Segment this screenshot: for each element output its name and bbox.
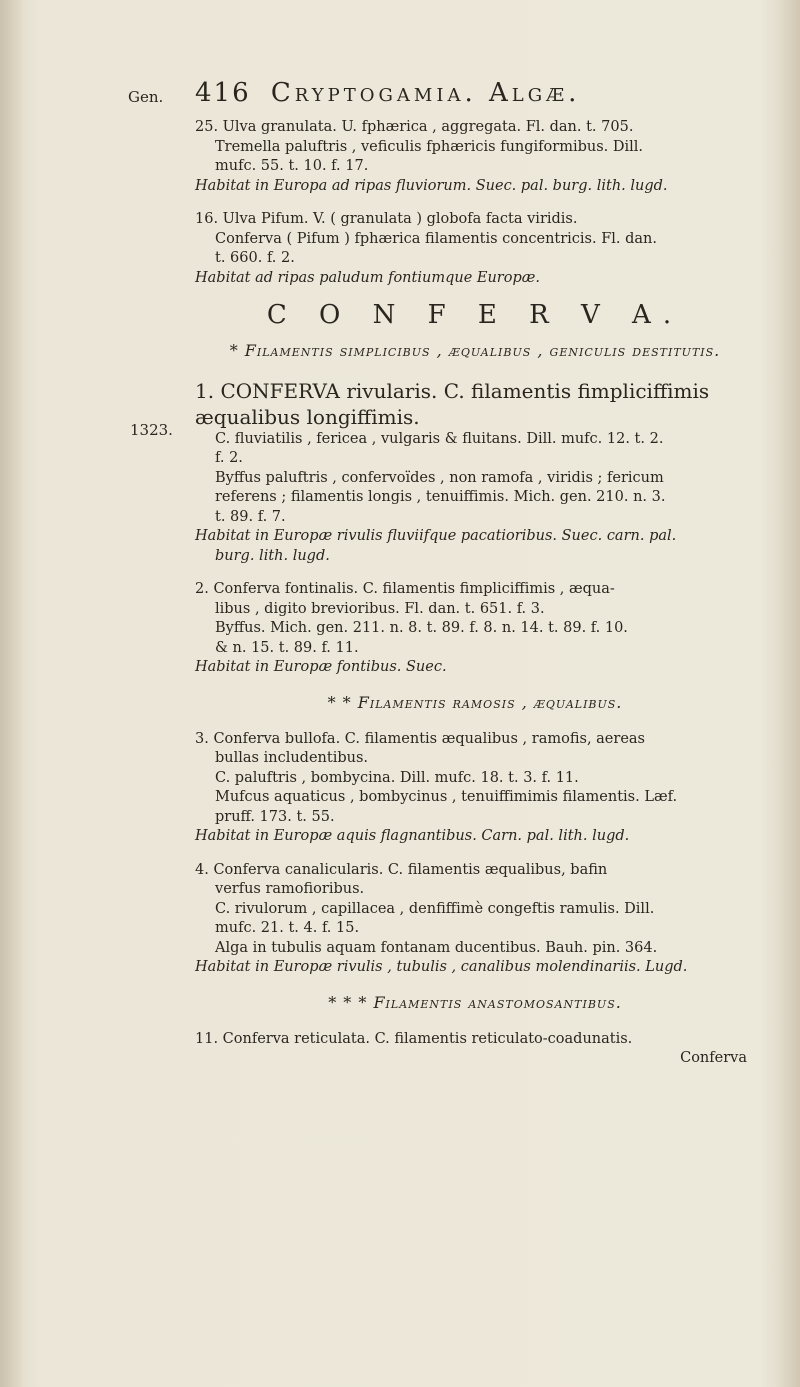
- ulva-granulata-entry: [195, 118, 755, 196]
- ulva-pisum-entry: [195, 210, 755, 288]
- text-line: mufc. 21. t. 4. f. 15.: [215, 920, 360, 936]
- species-heading: 1. CONFERVA rivularis. C. filamentis fimpliciffimis æqualibus longiffimis.: [195, 378, 710, 429]
- section-heading-anastomosing: * * * Filamentis anastomosantibus.: [328, 992, 622, 1012]
- page-gutter-left: [0, 0, 22, 1387]
- conferva-fontinalis-entry: [195, 580, 755, 678]
- text-line: 16. Ulva Pifum. V. ( granulata ) globofa facta viridis.: [195, 211, 578, 227]
- text-line: C. fluviatilis , fericea , vulgaris & fluitans. Dill. mufc. 12. t. 2.: [215, 430, 664, 447]
- habitat-line: burg. lith. lugd.: [215, 547, 330, 564]
- text-line: Byffus. Mich. gen. 211. n. 8. t. 89. f. 8. n. 14. t. 89. f. 10.: [215, 620, 628, 636]
- conferva-rivularis-entry: [195, 378, 755, 567]
- text-line: 25. Ulva granulata. U. fphærica , aggregata. Fl. dan. t. 705.: [195, 119, 634, 135]
- margin-genus-number: 1323.: [130, 421, 173, 439]
- text-line: C. paluftris , bombycina. Dill. mufc. 18. t. 3. f. 11.: [215, 769, 579, 786]
- text-line: & n. 15. t. 89. f. 11.: [215, 639, 359, 656]
- habitat-line: Habitat in Europæ aquis flagnantibus. Carn. pal. lith. lugd.: [195, 828, 630, 844]
- text-line: 2. Conferva fontinalis. C. filamentis fimpliciffimis , æqua-: [195, 581, 615, 597]
- conferva-reticulata-entry: [195, 1030, 755, 1069]
- text-line: referens ; filamentis longis , tenuiffimis. Mich. gen. 210. n. 3.: [215, 489, 666, 505]
- page-edge-right: [774, 0, 800, 1387]
- page-number: 416: [195, 78, 251, 108]
- text-line: bullas includentibus.: [215, 750, 369, 766]
- text-line: Mufcus aquaticus , bombycinus , tenuiffimimis filamentis. Læf.: [215, 789, 678, 805]
- running-title: Cryptogamia. Algæ.: [270, 78, 581, 108]
- habitat-line: Habitat in Europæ rivulis , tubulis , canalibus molendinariis. Lugd.: [195, 959, 688, 975]
- habitat-line: Habitat in Europæ rivulis fluviifque pacatioribus. Suec. carn. pal.: [195, 528, 677, 544]
- text-line: pruff. 173. t. 55.: [215, 808, 335, 825]
- genus-heading-conferva: C O N F E R V A.: [266, 300, 684, 330]
- catchword: Conferva: [680, 1050, 747, 1066]
- page-content: [195, 118, 755, 1083]
- text-line: t. 89. f. 7.: [215, 508, 286, 525]
- running-header: [195, 78, 580, 108]
- text-line: verfus ramofioribus.: [215, 881, 365, 897]
- text-line: f. 2.: [215, 450, 243, 466]
- text-line: mufc. 55. t. 10. f. 17.: [215, 158, 369, 174]
- text-line: C. rivulorum , capillacea , denfiffimè congeftis ramulis. Dill.: [215, 900, 655, 917]
- text-line: Byffus paluftris , confervoïdes , non ramofa , viridis ; fericum: [215, 469, 664, 486]
- habitat-line: Habitat in Europa ad ripas fluviorum. Suec. pal. burg. lith. lugd.: [195, 177, 668, 194]
- text-line: libus , digito brevioribus. Fl. dan. t. 651. f. 3.: [215, 600, 545, 617]
- habitat-line: Habitat ad ripas paludum fontiumque Europæ.: [195, 269, 540, 286]
- text-line: 11. Conferva reticulata. C. filamentis reticulato-coadunatis.: [195, 1030, 633, 1047]
- habitat-line: Habitat in Europæ fontibus. Suec.: [195, 659, 447, 675]
- conferva-bullosa-entry: [195, 730, 755, 847]
- text-line: Conferva ( Pifum ) fphærica filamentis concentricis. Fl. dan.: [215, 230, 658, 247]
- text-line: t. 660. f. 2.: [215, 250, 295, 266]
- section-heading-simple: * Filamentis simplicibus , æqualibus , geniculis destitutis.: [229, 340, 721, 360]
- text-line: Tremella paluftris , veficulis fphæricis fungiformibus. Dill.: [215, 138, 644, 155]
- margin-gen-label: Gen.: [128, 88, 164, 106]
- section-heading-ramose: * * Filamentis ramosis , æqualibus.: [327, 692, 623, 712]
- text-line: 4. Conferva canalicularis. C. filamentis æqualibus, bafin: [195, 861, 608, 878]
- text-line: Alga in tubulis aquam fontanam ducentibus. Bauh. pin. 364.: [215, 939, 658, 956]
- text-line: 3. Conferva bullofa. C. filamentis æqualibus , ramofis, aereas: [195, 730, 645, 747]
- conferva-canalicularis-entry: [195, 861, 755, 978]
